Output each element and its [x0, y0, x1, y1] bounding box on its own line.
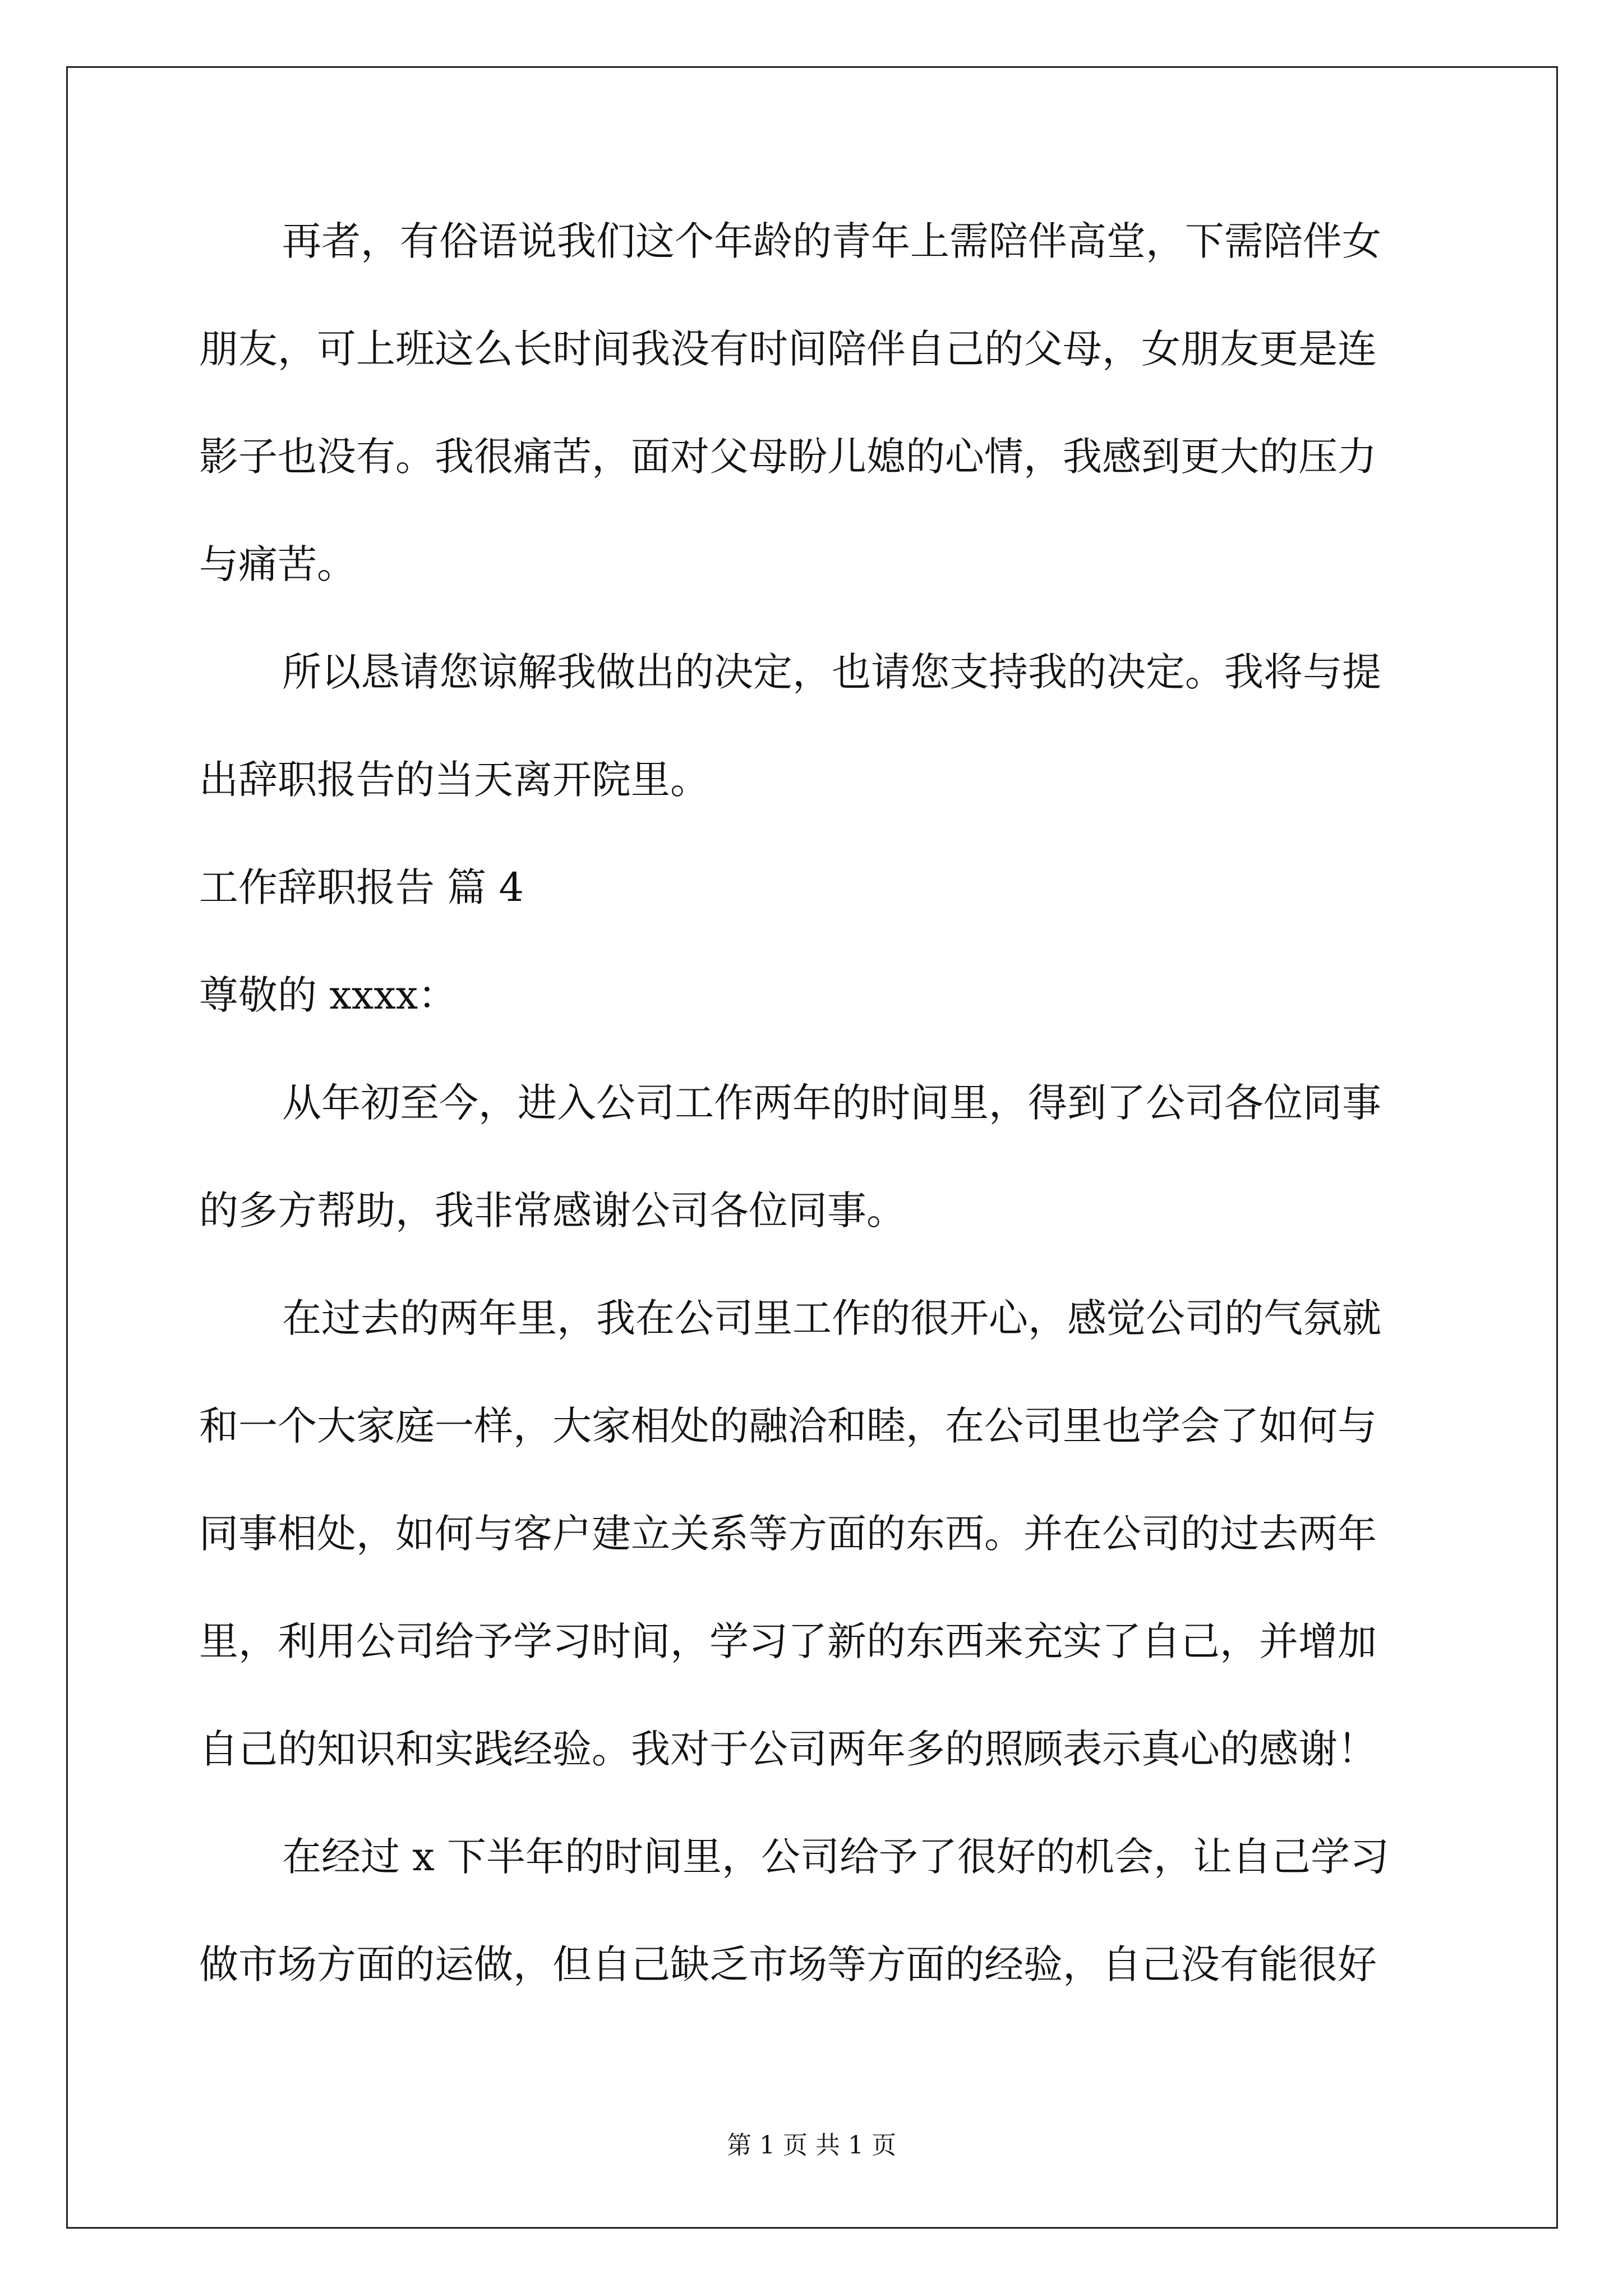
text-line: 影子也没有。我很痛苦，面对父母盼儿媳的心情，我感到更大的压力 — [199, 434, 1377, 480]
text-line: 在经过 x 下半年的时间里，公司给予了很好的机会，让自己学习 — [282, 1834, 1389, 1880]
text-line: 再者，有俗语说我们这个年龄的青年上需陪伴高堂，下需陪伴女 — [282, 218, 1381, 264]
page-footer: 第 1 页 共 1 页 — [727, 2131, 896, 2160]
text-line: 自己的知识和实践经验。我对于公司两年多的照顾表示真心的感谢！ — [199, 1726, 1377, 1772]
text-line: 里，利用公司给予学习时间，学习了新的东西来充实了自己，并增加 — [199, 1618, 1377, 1664]
document-body — [199, 213, 1433, 2044]
text-line: 从年初至今，进入公司工作两年的时间里，得到了公司各位同事 — [282, 1080, 1381, 1126]
text-line: 朋友，可上班这么长时间我没有时间陪伴自己的父母，女朋友更是连 — [199, 326, 1377, 372]
text-line: 与痛苦。 — [199, 541, 356, 587]
text-line: 同事相处，如何与客户建立关系等方面的东西。并在公司的过去两年 — [199, 1511, 1377, 1557]
text-line: 在过去的两年里，我在公司里工作的很开心，感觉公司的气氛就 — [282, 1295, 1381, 1341]
text-line: 所以恳请您谅解我做出的决定，也请您支持我的决定。我将与提 — [282, 649, 1381, 695]
text-line: 的多方帮助，我非常感谢公司各位同事。 — [199, 1188, 906, 1234]
section-heading: 工作辞职报告 篇 4 — [199, 864, 524, 910]
salutation: 尊敬的 xxxx： — [199, 972, 458, 1018]
text-line: 出辞职报告的当天离开院里。 — [199, 757, 709, 803]
text-line: 和一个大家庭一样，大家相处的融洽和睦，在公司里也学会了如何与 — [199, 1403, 1377, 1449]
text-line: 做市场方面的运做，但自己缺乏市场等方面的经验，自己没有能很好 — [199, 1941, 1377, 1987]
